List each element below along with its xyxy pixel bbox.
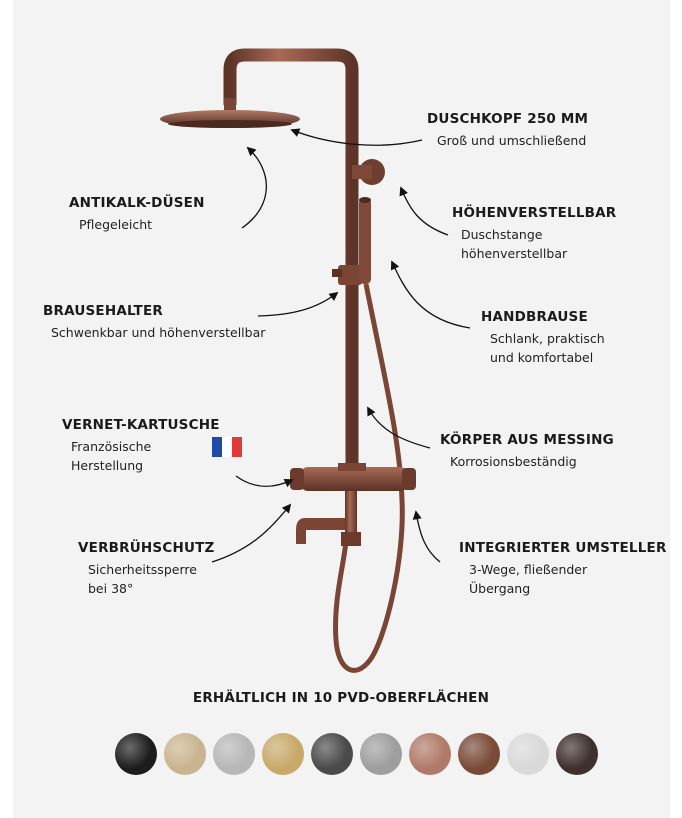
feature-title-handbrause: HANDBRAUSE (481, 309, 588, 325)
arrow-brausehalter (258, 293, 337, 316)
swatch-rose-copper[interactable] (409, 733, 451, 775)
feature-desc-vernet-2: Herstellung (71, 458, 144, 473)
feature-desc-messing: Korrosionsbeständig (450, 454, 577, 469)
arrow-umsteller (416, 512, 440, 562)
feature-desc-verbruehschutz-2: bei 38° (88, 581, 134, 596)
arrow-hoehenverstellbar (401, 188, 448, 235)
feature-desc-handbrause-1: Schlank, praktisch (490, 331, 605, 346)
bath-spout (296, 518, 345, 544)
feature-title-brausehalter: BRAUSEHALTER (43, 303, 163, 319)
french-flag-icon (212, 437, 242, 457)
feature-desc-hoehenverstellbar-1: Duschstange (461, 227, 543, 242)
hand-shower (359, 198, 371, 284)
swatch-copper[interactable] (458, 733, 500, 775)
arrow-vernet (236, 476, 292, 486)
feature-title-hoehenverstellbar: HÖHENVERSTELLBAR (452, 205, 617, 221)
flag-white (222, 437, 232, 457)
feature-desc-antikalk: Pflegeleicht (79, 217, 153, 232)
arrow-verbruehschutz (212, 505, 290, 562)
feature-desc-umsteller-1: 3-Wege, fließender (469, 562, 588, 577)
feature-title-messing: KÖRPER AUS MESSING (440, 432, 614, 448)
swatch-black[interactable] (115, 733, 157, 775)
swatch-dark-bronze[interactable] (556, 733, 598, 775)
feature-title-verbruehschutz: VERBRÜHSCHUTZ (78, 540, 215, 556)
finish-swatches (115, 733, 595, 777)
swatch-brushed-gold[interactable] (164, 733, 206, 775)
swatch-brushed-nickel[interactable] (360, 733, 402, 775)
swatch-gunmetal[interactable] (311, 733, 353, 775)
arrow-handbrause (392, 262, 470, 328)
feature-desc-brausehalter: Schwenkbar und höhenverstellbar (51, 325, 266, 340)
feature-desc-hoehenverstellbar-2: höhenverstellbar (461, 246, 568, 261)
flag-red (232, 437, 242, 457)
feature-desc-vernet-1: Französische (71, 439, 152, 454)
finishes-title: ERHÄLTLICH IN 10 PVD-OBERFLÄCHEN (192, 690, 490, 706)
feature-title-antikalk: ANTIKALK-DÜSEN (69, 195, 205, 211)
swatch-brushed-steel[interactable] (213, 733, 255, 775)
swatch-white[interactable] (507, 733, 549, 775)
feature-desc-duschkopf: Groß und umschließend (437, 133, 587, 148)
feature-desc-handbrause-2: und komfortabel (490, 350, 594, 365)
feature-desc-verbruehschutz-1: Sicherheitssperre (88, 562, 197, 577)
feature-desc-umsteller-2: Übergang (469, 581, 531, 596)
feature-title-vernet: VERNET-KARTUSCHE (62, 417, 220, 433)
feature-title-duschkopf: DUSCHKOPF 250 MM (427, 111, 589, 127)
head-connector (224, 98, 236, 112)
arrow-antikalk (242, 148, 266, 228)
flag-blue (212, 437, 222, 457)
feature-title-umsteller: INTEGRIERTER UMSTELLER (459, 540, 667, 556)
swatch-gold[interactable] (262, 733, 304, 775)
